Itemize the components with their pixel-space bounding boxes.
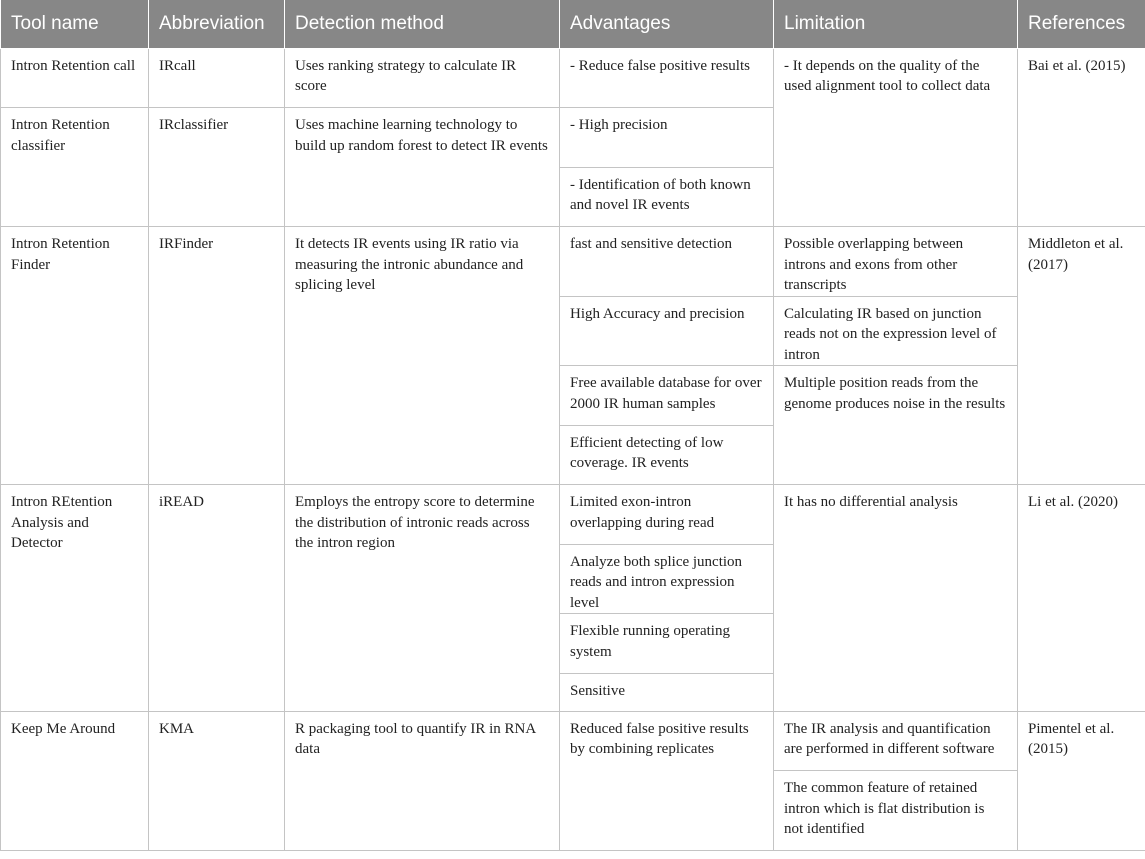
abbreviation-cell: KMA xyxy=(149,711,285,851)
tool-name-cell: Intron Retention classifier xyxy=(1,108,149,227)
reference-cell: Li et al. (2020) xyxy=(1018,485,1145,712)
limitation-cell: The IR analysis and quantification are performed in different software xyxy=(774,711,1018,771)
advantage-cell: Sensitive xyxy=(560,673,774,711)
detection-method-cell: R packaging tool to quantify IR in RNA data xyxy=(285,711,560,851)
abbreviation-cell: IRclassifier xyxy=(149,108,285,227)
limitation-cell: Calculating IR based on junction reads not on the expression level of intron xyxy=(774,296,1018,366)
detection-method-cell: Employs the entropy score to determine the distribution of intronic reads across the intron region xyxy=(285,485,560,712)
advantage-cell: fast and sensitive detection xyxy=(560,227,774,297)
table-row xyxy=(1,227,1145,297)
tool-name-cell: Intron REtention Analysis and Detector xyxy=(1,485,149,712)
header-references: References xyxy=(1018,0,1145,48)
advantage-cell: Analyze both splice junction reads and intron expression level xyxy=(560,544,774,614)
tool-name-cell: Keep Me Around xyxy=(1,711,149,851)
header-limitation: Limitation xyxy=(774,0,1018,48)
header-abbreviation: Abbreviation xyxy=(149,0,285,48)
detection-method-cell: It detects IR events using IR ratio via measuring the intronic abundance and splicing level xyxy=(285,227,560,485)
table-row xyxy=(1,48,1145,108)
abbreviation-cell: iREAD xyxy=(149,485,285,712)
abbreviation-cell: IRcall xyxy=(149,48,285,108)
advantage-cell: - High precision xyxy=(560,108,774,168)
abbreviation-cell: IRFinder xyxy=(149,227,285,485)
tool-name-cell: Intron Retention call xyxy=(1,48,149,108)
header-tool-name: Tool name xyxy=(1,0,149,48)
tool-name-cell: Intron Retention Finder xyxy=(1,227,149,485)
reference-cell: Middleton et al. (2017) xyxy=(1018,227,1145,485)
detection-method-cell: Uses ranking strategy to calculate IR score xyxy=(285,48,560,108)
header-detection-method: Detection method xyxy=(285,0,560,48)
limitation-cell: Multiple position reads from the genome produces noise in the results xyxy=(774,366,1018,485)
header-advantages: Advantages xyxy=(560,0,774,48)
limitation-cell: It has no differential analysis xyxy=(774,485,1018,712)
advantage-cell: Limited exon-intron overlapping during read xyxy=(560,485,774,545)
detection-method-cell: Uses machine learning technology to build up random forest to detect IR events xyxy=(285,108,560,227)
advantage-cell: High Accuracy and precision xyxy=(560,296,774,366)
advantage-cell: Flexible running operating system xyxy=(560,614,774,674)
reference-cell: Bai et al. (2015) xyxy=(1018,48,1145,227)
limitation-cell: Possible overlapping between introns and exons from other transcripts xyxy=(774,227,1018,297)
header-row xyxy=(1,0,1145,48)
advantage-cell: Free available database for over 2000 IR human samples xyxy=(560,366,774,426)
limitation-cell: - It depends on the quality of the used alignment tool to collect data xyxy=(774,48,1018,227)
advantage-cell: Reduced false positive results by combining replicates xyxy=(560,711,774,851)
table-row xyxy=(1,485,1145,545)
limitation-cell: The common feature of retained intron which is flat distribution is not identified xyxy=(774,771,1018,851)
table-row xyxy=(1,711,1145,771)
advantage-cell: Efficient detecting of low coverage. IR events xyxy=(560,425,774,485)
reference-cell: Pimentel et al. (2015) xyxy=(1018,711,1145,851)
advantage-cell: - Reduce false positive results xyxy=(560,48,774,108)
advantage-cell: - Identification of both known and novel IR events xyxy=(560,167,774,227)
